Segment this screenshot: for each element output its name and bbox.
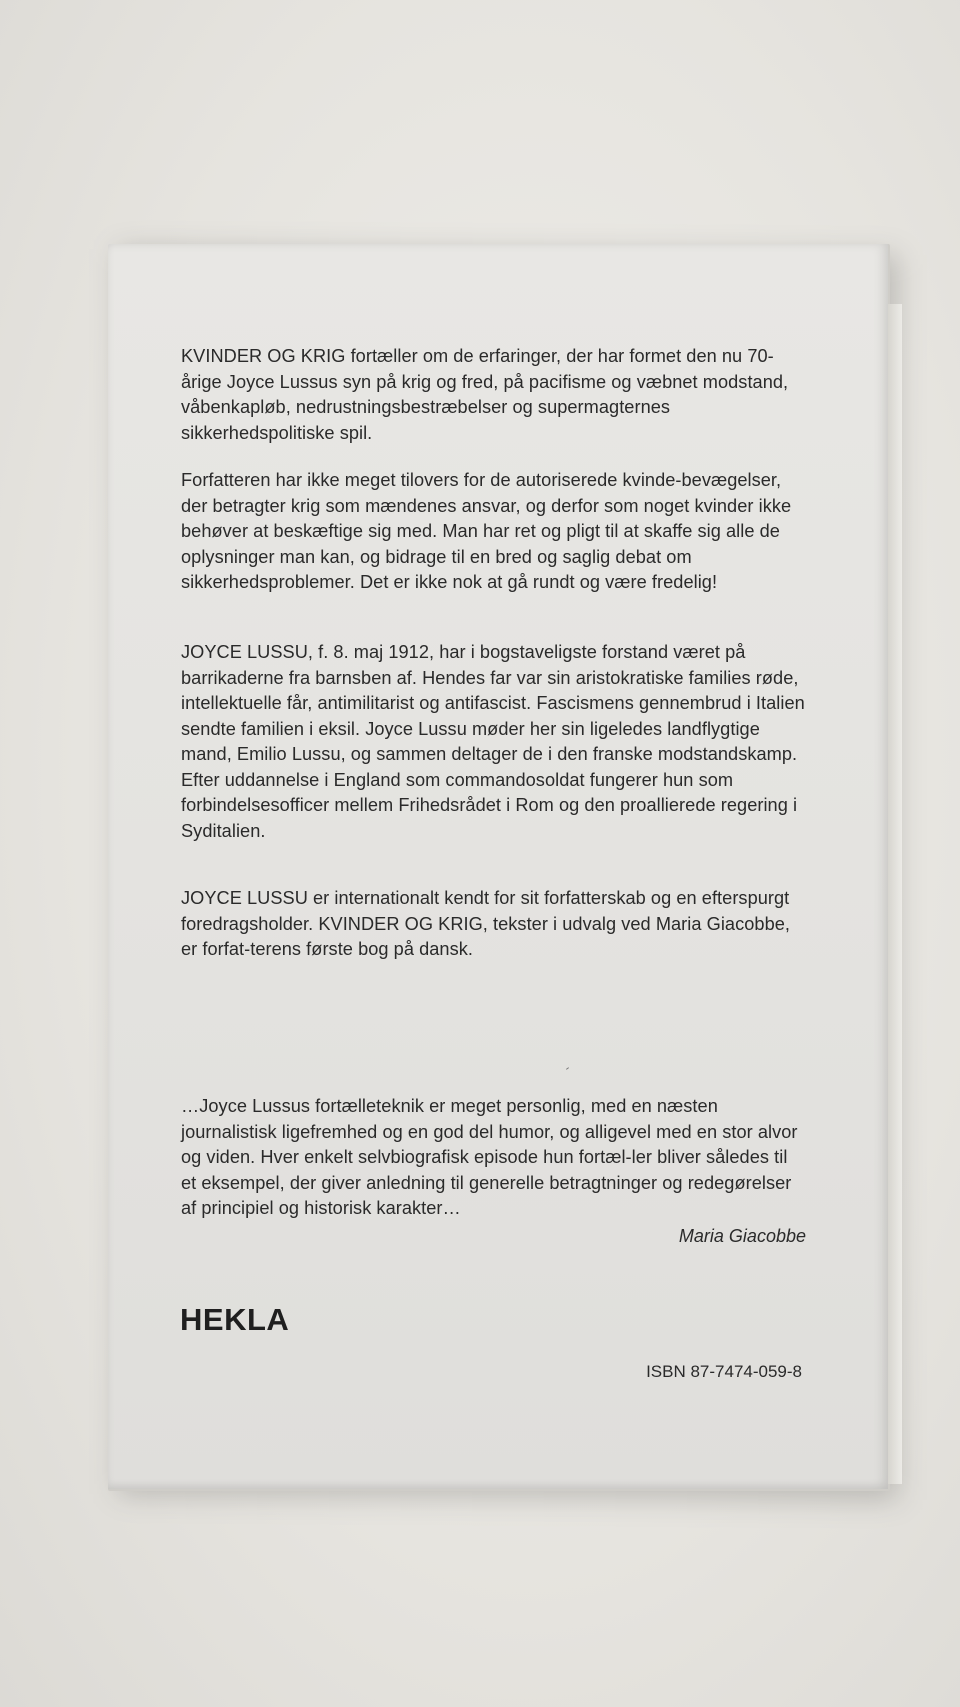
print-speck [566,1067,569,1070]
review-quote [181,1094,806,1222]
blurb-paragraph-2 [181,468,806,596]
blurb-paragraph-1 [181,344,806,446]
book-page-edge [888,304,902,1484]
blurb-paragraph-1-text: KVINDER OG KRIG fortæller om de erfaringer, der har formet den nu 70-årige Joyce Lussus syn på krig og fred, på pacifisme og væbnet modstand, våbenkapløb, nedrustningsbestræbelser og supermagternes sikkerhedspolitiske spil. [181,346,789,443]
quote-attribution: Maria Giacobbe [678,1226,806,1246]
book-back-cover [108,244,890,1491]
author-bio-paragraph [181,640,806,844]
author-fame-text: JOYCE LUSSU er internationalt kendt for sit forfatterskab og en efterspurgt foredragsholder. KVINDER OG KRIG, tekster i udvalg ved Maria Giacobbe, er forfat-terens første bog på dansk. [181,888,791,959]
review-quote-text: …Joyce Lussus fortælleteknik er meget personlig, med en næsten journalistisk ligefremhed og en god del humor, og alligevel med en stor alvor og viden. Hver enkelt selvbiografisk episode hun fortæl-ler bliver således til et eksempel, der giver anledning til generelle betragtninger og redegørelser af principiel og historisk karakter… [181,1096,798,1218]
author-bio-text: JOYCE LUSSU, f. 8. maj 1912, har i bogstaveligste forstand været på barrikaderne fra barnsben af. Hendes far var sin aristokratiske families røde, intellektuelle får, antimilitarist og antifascist. Fascismens gennembrud i Italien sendte familien i eksil. Joyce Lussu møder her sin ligeledes landflygtige mand, Emilio Lussu, og sammen deltager de i den franske modstandskamp. Efter uddannelse i England som commandosoldat fungerer hun som forbindelsesofficer mellem Frihedsrådet i Rom og den proallierede regering i Syditalien. [181,642,805,841]
isbn-number: ISBN 87-7474-059-8 [646,1362,802,1381]
author-fame-paragraph [181,886,806,963]
publisher-name: HEKLA [180,1302,290,1337]
blurb-paragraph-2-text: Forfatteren har ikke meget tilovers for de autoriserede kvinde-bevægelser, der betragter krig som mændenes ansvar, og derfor som noget kvinder ikke behøver at beskæftige sig med. Man har ret og pligt til at skaffe sig alle de oplysninger man kan, og bidrage til en bred og saglig debat om sikkerhedsproblemer. Det er ikke nok at gå rundt og være fredelig! [181,470,792,592]
